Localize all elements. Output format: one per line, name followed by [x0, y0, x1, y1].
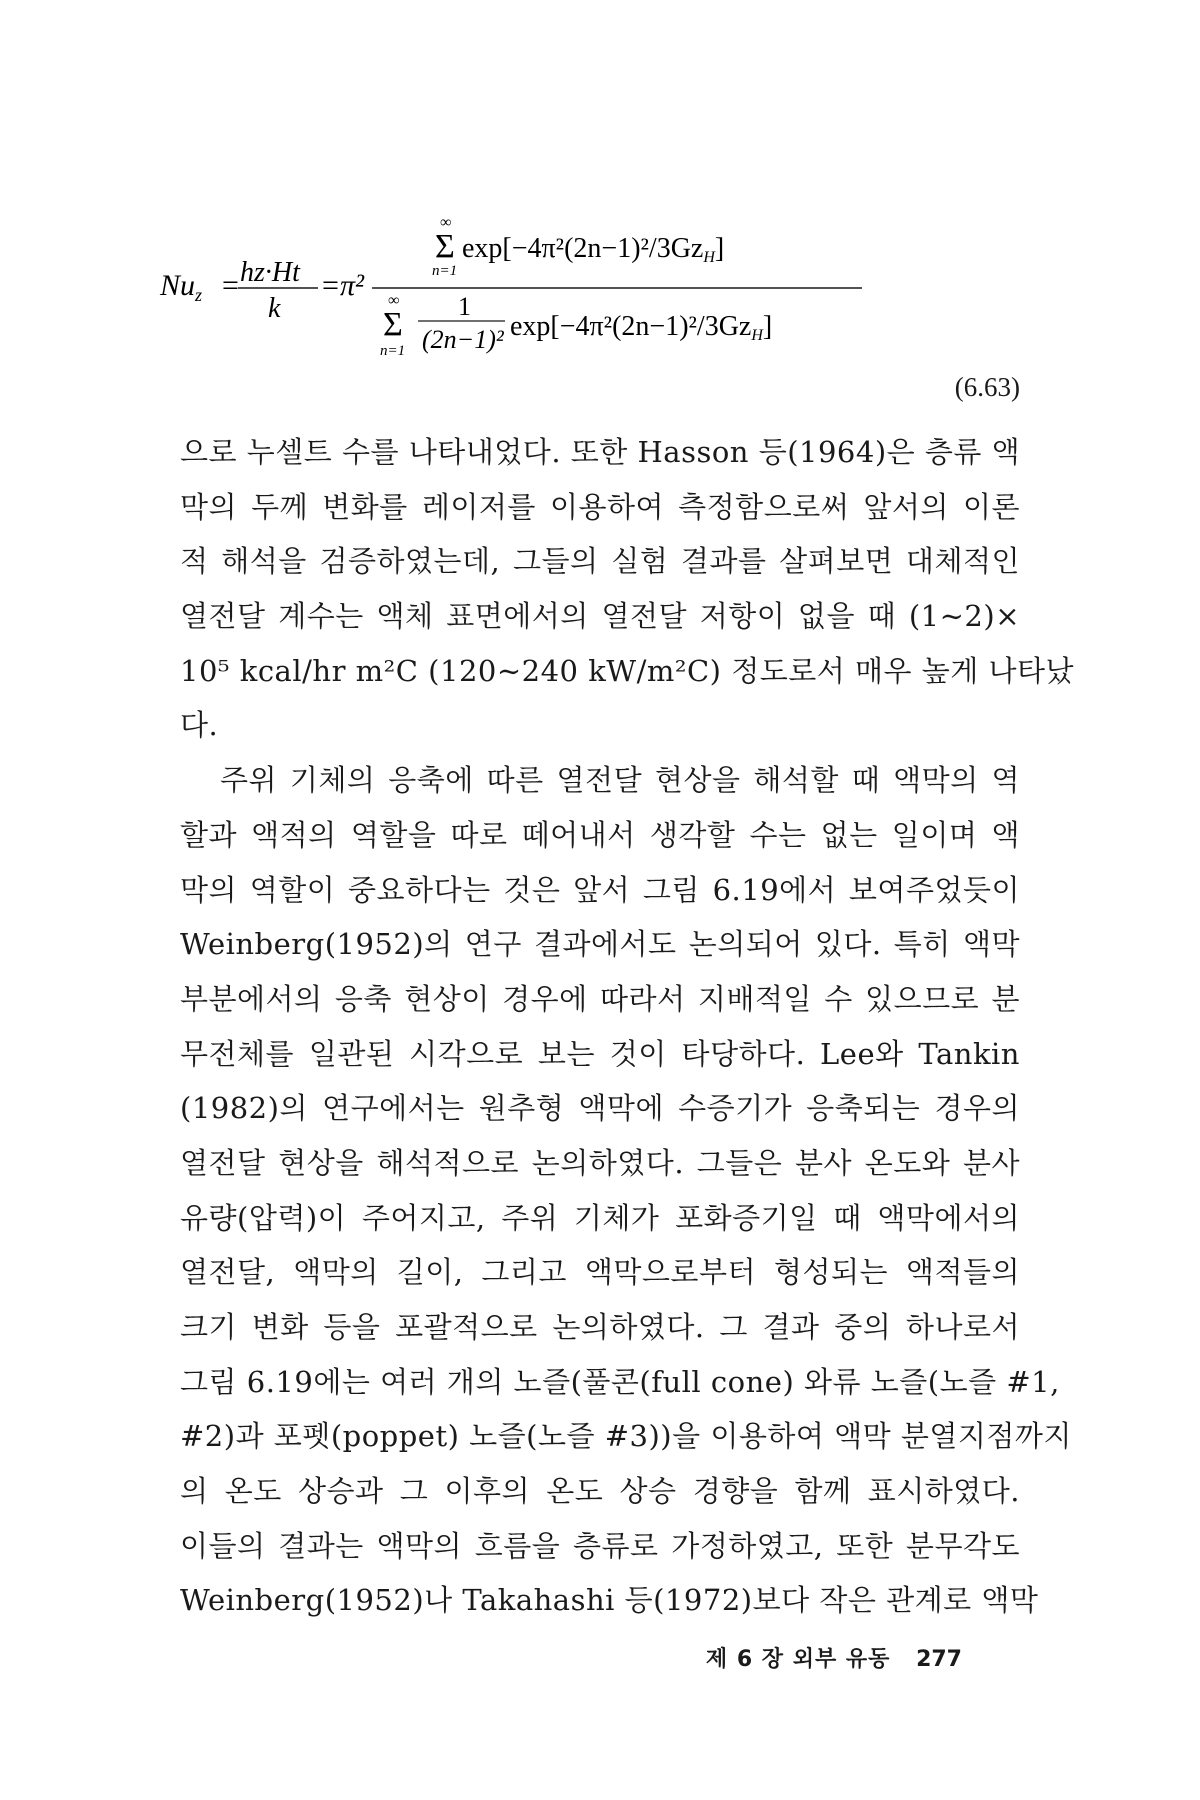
eq-den-sigma: Σ — [383, 306, 403, 343]
text-line: 크기 변화 등을 포괄적으로 논의하였다. 그 결과 중의 하나로서 — [180, 1310, 1020, 1344]
eq-den-expression: exp[−4π²(2n−1)²/3GzH] — [510, 311, 773, 344]
text-line: 유량(압력)이 주어지고, 주위 기체가 포화증기일 때 액막에서의 — [180, 1200, 1020, 1235]
page-footer — [0, 1642, 1200, 1673]
equation-number: (6.63) — [954, 372, 1020, 402]
eq-den-sum-top: ∞ — [388, 292, 400, 309]
eq-den-frac-denominator: (2n−1)² — [422, 325, 504, 354]
eq-lhs — [159, 269, 202, 305]
eq-num-expression: exp[−4π²(2n−1)²/3GzH] — [462, 233, 725, 266]
text-line: (1982)의 연구에서는 원추형 액막에 수증기가 응축되는 경우의 — [180, 1091, 1020, 1126]
text-line: 부분에서의 응축 현상이 경우에 따라서 지배적일 수 있으므로 분 — [180, 981, 1020, 1016]
text-line: 적 해석을 검증하였는데, 그들의 실험 결과를 살펴보면 대체적인 — [180, 544, 1020, 579]
text-line: 할과 액적의 역할을 따로 떼어내서 생각할 수는 없는 일이며 액 — [180, 817, 1020, 852]
text-line: #2)과 포펫(poppet) 노즐(노즐 #3))을 이용하여 액막 분열지점까지 — [180, 1419, 1072, 1454]
equation-6-63 — [160, 205, 1020, 365]
eq-lhs-sub: z — [195, 285, 203, 305]
eq-lhs-base: Nu — [160, 269, 196, 302]
footer-chapter-title: 제 6 장 외부 유동 — [705, 1647, 891, 1672]
eq-num-sum-bottom: n=1 — [432, 263, 458, 279]
equation-graphic — [160, 205, 1020, 365]
eq-den-frac-numerator: 1 — [458, 292, 471, 321]
text-line: 막의 역할이 중요하다는 것은 앞서 그림 6.19에서 보여주었듯이 — [180, 872, 1020, 907]
text-line: 열전달 현상을 해석적으로 논의하였다. 그들은 분사 온도와 분사 — [180, 1145, 1020, 1180]
text-line: 열전달 계수는 액체 표면에서의 열전달 저항이 없을 때 (1∼2)× — [180, 599, 1020, 634]
eq-pi-squared: π² — [340, 269, 365, 302]
text-line: 10⁵ kcal/hr m²C (120∼240 kW/m²C) 정도로서 매우 높게 나타났 — [180, 653, 1075, 688]
text-line: 무전체를 일관된 시각으로 보는 것이 타당하다. Lee와 Tankin — [180, 1036, 1020, 1071]
body-text — [180, 425, 1075, 1628]
text-line-paragraph-start: 주위 기체의 응축에 따른 열전달 현상을 해석할 때 액막의 역 — [220, 763, 1020, 798]
eq-num-sum-top: ∞ — [440, 214, 452, 231]
text-line: Weinberg(1952)나 Takahashi 등(1972)보다 작은 관계로 액막 — [180, 1583, 1039, 1618]
text-line: 으로 누셀트 수를 나타내었다. 또한 Hasson 등(1964)은 층류 액 — [180, 435, 1021, 469]
eq-frac1-numerator: hz·Ht — [240, 257, 300, 288]
eq-equals-1: = — [222, 269, 239, 302]
text-line: 이들의 결과는 액막의 흐름을 층류로 가정하였고, 또한 분무각도 — [180, 1528, 1020, 1563]
text-line: 열전달, 액막의 길이, 그리고 액막으로부터 형성되는 액적들의 — [180, 1255, 1020, 1290]
eq-den-sum-bottom: n=1 — [380, 343, 406, 359]
page-number: 277 — [916, 1647, 962, 1672]
eq-equals-2: = — [322, 269, 339, 302]
text-line: 다. — [180, 708, 219, 743]
text-line: 의 온도 상승과 그 이후의 온도 상승 경향을 함께 표시하였다. — [180, 1474, 1020, 1509]
eq-num-sigma: Σ — [435, 228, 455, 265]
text-line: Weinberg(1952)의 연구 결과에서도 논의되어 있다. 특히 액막 — [180, 927, 1020, 962]
text-line: 그림 6.19에는 여러 개의 노즐(풀콘(full cone) 와류 노즐(노즐 #1, — [180, 1364, 1060, 1399]
eq-frac1-denominator: k — [268, 293, 281, 324]
text-line: 막의 두께 변화를 레이저를 이용하여 측정함으로써 앞서의 이론 — [180, 489, 1020, 524]
